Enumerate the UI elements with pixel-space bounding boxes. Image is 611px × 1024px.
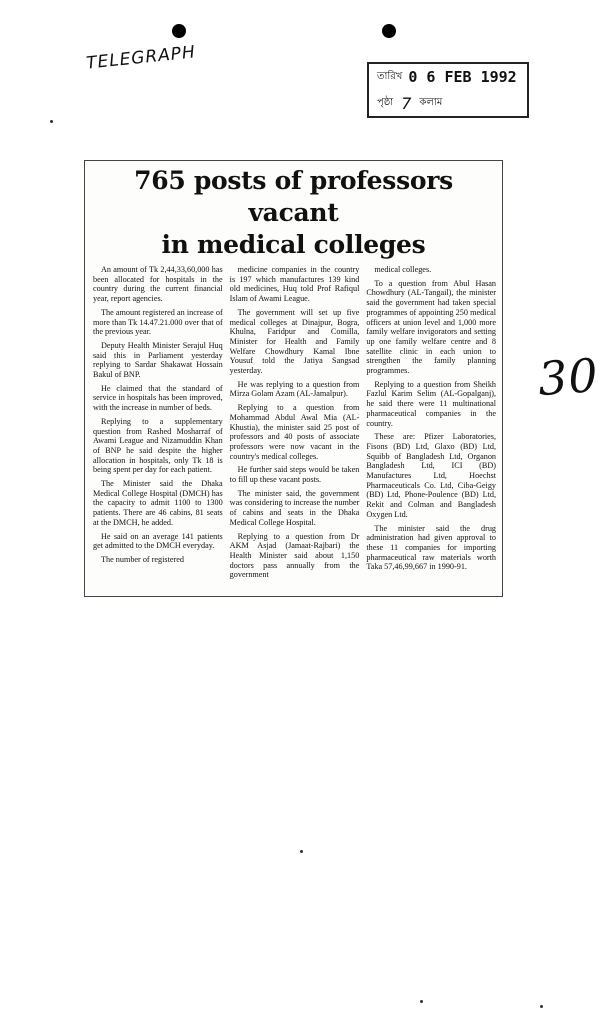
article-paragraph: Replying to a supplementary question from Rashed Mosharraf of Awami League and Nizamuddin Khan of BNP he said despite the higher allocation in hospitals, only Tk 18 is being spent per day for each patient.	[93, 416, 223, 475]
headline-line-2: in medical colleges	[161, 230, 426, 259]
article-paragraph: An amount of Tk 2,44,33,60,000 has been allocated for hospitals in the country during the current financial year, report agencies.	[93, 265, 223, 304]
article-paragraph: Replying to a question from Mohammad Abdul Awal Mia (AL-Khustia), the minister said 25 post of professors and 40 posts of associate professors were now vacant in the country's medical colleges.	[229, 403, 360, 461]
article-paragraph: He was replying to a question from Mirza Golam Azam (AL-Jamalpur).	[229, 379, 360, 399]
stamp-page-label: পৃষ্ঠা	[377, 97, 394, 108]
date-stamp	[367, 62, 529, 118]
punch-hole-right	[382, 24, 396, 38]
article-paragraph: The amount registered an increase of more than Tk 14.47.21.000 over that of the previous year.	[93, 307, 223, 337]
article-paragraph: Replying to a question from Dr AKM Asjad (Jamaat-Rajbari) the Health Minister said about 1,150 doctors pass annually from the government	[229, 531, 360, 580]
handwritten-source-note: TELEGRAPH	[85, 42, 197, 74]
article-paragraph: The number of registered	[101, 554, 184, 564]
article-paragraph: He claimed that the standard of service in hospitals has been improved, with the increase in number of beds.	[93, 383, 223, 413]
article-paragraph: To a question from Abul Hasan Chowdhury (AL-Tangail), the minister said the government had taken special programmes of appointing 250 medical officers at union level and 1,000 more family welfare invigorators and setting up one family welfare centre and 8 satellite clinic in each union to strengthen the family planning programmes.	[366, 278, 497, 376]
article-paragraph: He said on an average 141 patients get admitted to the DMCH everyday.	[93, 531, 223, 551]
speck	[50, 120, 53, 123]
punch-hole-left	[172, 24, 186, 38]
headline-line-1: 765 posts of professors vacant	[134, 166, 453, 227]
stamp-page-value: 7	[401, 94, 412, 113]
newspaper-clipping	[84, 160, 503, 597]
article-paragraph: medical colleges.	[374, 265, 432, 274]
handwritten-page-number: 30	[536, 347, 601, 407]
article-paragraph: The minister said the drug administration had given approval to these 11 companies for importing pharmaceutical raw materials worth Taka 57,46,99,667 in 1990-91.	[366, 523, 497, 572]
article-headline	[85, 165, 502, 261]
article-body	[85, 261, 502, 584]
speck	[540, 1005, 543, 1008]
stamp-date: 0 6 FEB 1992	[408, 68, 517, 86]
stamp-column-label: কলাম	[419, 97, 443, 108]
article-paragraph: The Minister said the Dhaka Medical College Hospital (DMCH) has the capacity to admit 1100 to 1300 patients. There are 46 cabins, 81 seats at the DMCH, he added.	[93, 479, 223, 527]
article-column-1	[93, 265, 223, 584]
article-paragraph: The government will set up five medical colleges at Dinajpur, Bogra, Khulna, Faridpur and Comilla, Minister for Health and Family Welfare Chowdhury Kamal Ibne Yousuf told the Jatiya Sangsad yesterday.	[229, 307, 360, 376]
article-paragraph: Deputy Health Minister Serajul Huq said this in Parliament yesterday replying to Sardar Shakawat Hossain Bakul of BNP.	[93, 340, 223, 380]
article-paragraph: medicine companies in the country is 197 which manufactures 139 kind old medicines, Huq told Prof Rafiqul Islam of Awami League.	[229, 265, 360, 304]
article-paragraph: The minister said, the government was considering to increase the number of cabins and seats in the Dhaka Medical College Hospital.	[229, 488, 360, 527]
stamp-date-label: তারিখ	[377, 70, 403, 82]
article-paragraph: He further said steps would be taken to fill up these vacant posts.	[229, 465, 360, 485]
article-paragraph: Replying to a question from Sheikh Fazlul Karim Selim (AL-Gopalganj), he said there were 11 multinational pharmaceutical companies in the country.	[366, 379, 497, 428]
article-column-2	[230, 265, 360, 584]
speck	[420, 1000, 423, 1003]
article-column-3	[366, 265, 496, 584]
article-paragraph: These are: Pfizer Laboratories, Fisons (BD) Ltd, Glaxo (BD) Ltd, Squibb of Bangladesh Ltd, Organon Bangladesh Ltd, ICI (BD) Manufactures Ltd, Hoechst Pharmaceuticals Co. Ltd, Ciba-Geigy (BD) Ltd, Phone-Poulence (BD) Ltd, Rekit and Colman and Bangladesh Oxygen Ltd.	[366, 432, 497, 519]
speck	[300, 850, 303, 853]
